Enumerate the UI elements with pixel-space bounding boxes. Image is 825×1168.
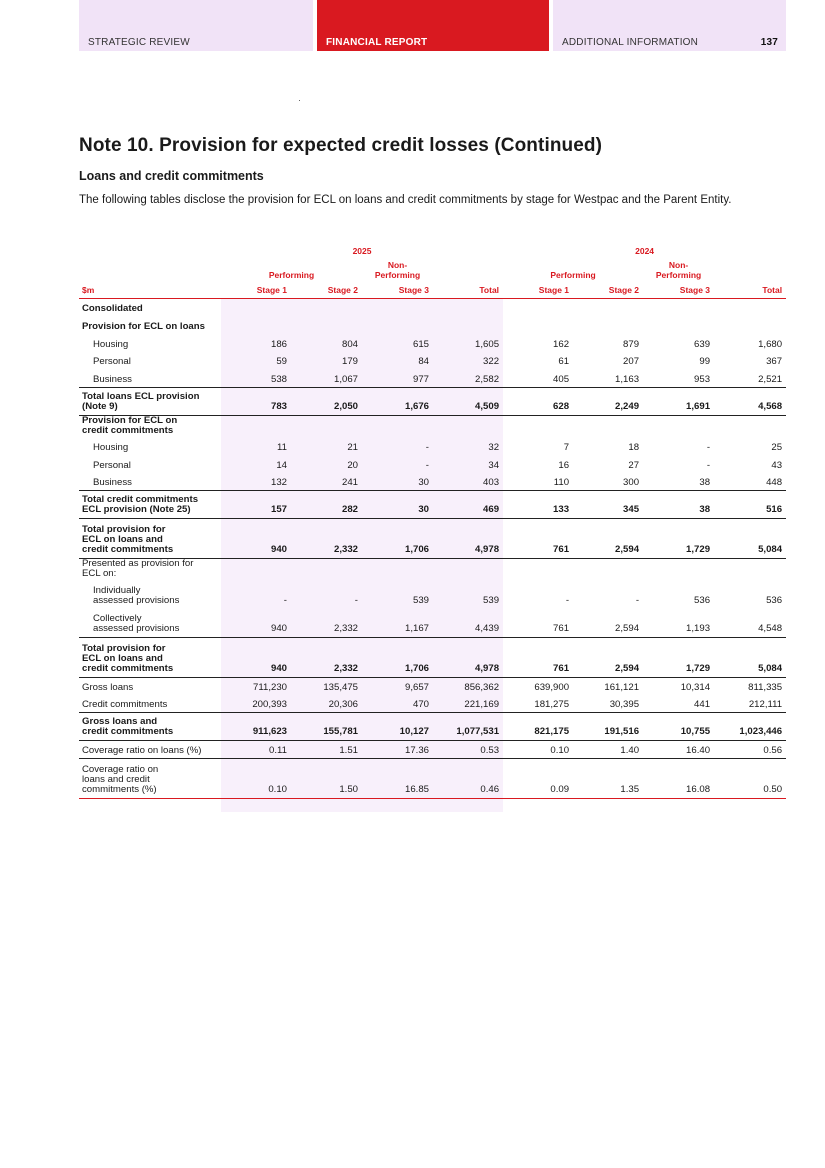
cell-value: 110 [553, 477, 570, 489]
cell-value: 1.35 [573, 758, 643, 798]
cell-value: 1,706 [362, 519, 433, 559]
cell-value: 99 [699, 356, 711, 368]
cell-value: 977 [412, 373, 429, 385]
cell-value: 84 [418, 356, 429, 368]
cell-value: 811,335 [714, 677, 786, 695]
cell-value: 30,395 [609, 699, 640, 710]
cell-value: 470 [412, 699, 429, 710]
cell-value: 200,393 [252, 699, 287, 710]
cell-value: 1.40 [573, 741, 643, 759]
cell-value: 2,594 [573, 637, 643, 677]
cell-value: 1.50 [291, 758, 362, 798]
col-stage1-2024: Stage 1 [503, 280, 573, 298]
cell-value: 0.50 [714, 758, 786, 798]
cell-value: - [706, 442, 711, 454]
row-label: Gross loans [79, 677, 221, 695]
table-row [79, 677, 786, 695]
non-performing-2025: Non- Performing [374, 260, 421, 280]
ecl-table [79, 238, 786, 799]
cell-value: 367 [766, 356, 783, 368]
row-label: Gross loans and credit commitments [79, 713, 221, 741]
cell-value: 5,084 [714, 519, 786, 559]
col-stage3-2025: Stage 3 [362, 280, 433, 298]
col-stage2-2024: Stage 2 [573, 280, 643, 298]
cell-value: 615 [412, 338, 429, 350]
cell-value: 2,582 [475, 373, 500, 385]
row-label: Housing [93, 442, 129, 454]
cell-value: 536 [694, 595, 711, 607]
row-label: Individually assessed provisions [93, 585, 180, 607]
cell-value: 1,163 [615, 373, 640, 385]
cell-value: 18 [628, 442, 640, 454]
header-row-years [79, 238, 786, 256]
cell-value: 135,475 [291, 677, 362, 695]
cell-value: 20,306 [328, 699, 358, 710]
cell-value: 539 [483, 595, 500, 607]
cell-value: 155,781 [291, 713, 362, 741]
row-label: Collectively assessed provisions [93, 612, 180, 634]
row-label: Total provision for ECL on loans and credit commitments [79, 637, 221, 677]
cell-value: 14 [276, 459, 287, 471]
tab-strategic-review[interactable] [79, 0, 313, 51]
cell-value: 1,729 [643, 637, 714, 677]
cell-value: 16.85 [362, 758, 433, 798]
cell-value: - [425, 459, 429, 471]
table-row [79, 741, 786, 759]
table-row [79, 438, 786, 456]
cell-value: 761 [503, 637, 573, 677]
table-row [79, 352, 786, 370]
cell-value: 911,623 [221, 713, 291, 741]
cell-value: 1,167 [404, 622, 429, 634]
section-provision-commitments [79, 415, 786, 438]
cell-value: 628 [503, 387, 573, 415]
cell-value: 10,314 [643, 677, 714, 695]
year-2025: 2025 [352, 246, 372, 256]
section-subtitle: Loans and credit commitments [79, 169, 264, 183]
cell-value: 61 [558, 356, 570, 368]
col-total-2025: Total [433, 280, 503, 298]
cell-value: 516 [714, 491, 786, 519]
year-2024: 2024 [635, 246, 655, 256]
cell-value: 30 [418, 477, 429, 489]
cell-value: 34 [488, 459, 500, 471]
cell-value: 2,249 [573, 387, 643, 415]
section-consolidated [79, 298, 786, 316]
cell-value: 16.40 [643, 741, 714, 759]
cell-value: 539 [412, 595, 429, 607]
table-row [79, 637, 786, 677]
cell-value: 1,691 [643, 387, 714, 415]
top-navigation [79, 0, 786, 51]
cell-value: 1,077,531 [433, 713, 503, 741]
cell-value: 4,978 [433, 637, 503, 677]
header-blank [433, 256, 503, 280]
cell-value: 20 [347, 459, 358, 471]
section-label: Presented as provision for ECL on: [79, 559, 786, 582]
header-blank [714, 256, 786, 280]
col-stage3-2024: Stage 3 [643, 280, 714, 298]
cell-value: 4,509 [433, 387, 503, 415]
cell-value: 7 [563, 442, 570, 454]
table-row [79, 334, 786, 352]
table-row [79, 369, 786, 387]
cell-value: 0.09 [503, 758, 573, 798]
tab-financial-report[interactable] [317, 0, 549, 51]
table-row [79, 455, 786, 473]
cell-value: 1,680 [758, 338, 783, 350]
cell-value: 1,023,446 [714, 713, 786, 741]
non-performing-2024: Non- Performing [655, 260, 702, 280]
cell-value: 0.46 [433, 758, 503, 798]
page-number: 137 [760, 37, 778, 48]
cell-value: 711,230 [221, 677, 291, 695]
tab-strategic-label: STRATEGIC REVIEW [88, 37, 190, 48]
cell-value: 30 [362, 491, 433, 519]
tab-additional-label: ADDITIONAL INFORMATION [562, 37, 699, 48]
cell-value: 2,521 [758, 373, 783, 385]
row-label: Credit commitments [82, 699, 168, 710]
cell-value: 162 [553, 338, 570, 350]
row-label: Personal [93, 356, 131, 368]
table-row [79, 695, 786, 713]
cell-value: 783 [221, 387, 291, 415]
row-label: Business [93, 477, 132, 489]
table-row [79, 473, 786, 491]
cell-value: 821,175 [503, 713, 573, 741]
cell-value: 345 [573, 491, 643, 519]
cell-value: 1,676 [362, 387, 433, 415]
col-stage1-2025: Stage 1 [221, 280, 291, 298]
cell-value: 10,755 [643, 713, 714, 741]
cell-value: 4,978 [433, 519, 503, 559]
header-row-groups [79, 256, 786, 280]
cell-value: 448 [766, 477, 783, 489]
cell-value: 17.36 [362, 741, 433, 759]
cell-value: 940 [221, 519, 291, 559]
cell-value: 38 [699, 477, 711, 489]
table-row [79, 758, 786, 798]
cell-value: - [706, 459, 711, 471]
cell-value: 879 [623, 338, 640, 350]
tab-financial-label: FINANCIAL REPORT [326, 37, 428, 48]
cell-value: 856,362 [433, 677, 503, 695]
cell-value: 1,193 [686, 622, 711, 634]
cell-value: 1.51 [291, 741, 362, 759]
cell-value: 132 [270, 477, 287, 489]
cell-value: 639,900 [503, 677, 573, 695]
row-label: Total provision for ECL on loans and credit commitments [79, 519, 221, 559]
cell-value: 403 [483, 477, 500, 489]
cell-value: 536 [766, 595, 783, 607]
cell-value: 212,111 [748, 699, 783, 710]
row-label: Total credit commitments ECL provision (Note 25) [79, 491, 221, 519]
cell-value: 186 [270, 338, 287, 350]
cell-value: 2,332 [291, 519, 362, 559]
cell-value: 1,605 [475, 338, 500, 350]
section-provision-loans [79, 316, 786, 334]
cell-value: 282 [291, 491, 362, 519]
cell-value: 538 [270, 373, 287, 385]
cell-value: 940 [221, 637, 291, 677]
table-row [79, 519, 786, 559]
cell-value: 221,169 [464, 699, 500, 710]
section-label: Provision for ECL on credit commitments [79, 415, 786, 438]
cell-value: 32 [488, 442, 500, 454]
cell-value: 2,332 [333, 622, 358, 634]
cell-value: 0.53 [433, 741, 503, 759]
cell-value: 27 [628, 459, 640, 471]
table-row [79, 713, 786, 741]
cell-value: 9,657 [362, 677, 433, 695]
table-row [79, 387, 786, 415]
table-row [79, 491, 786, 519]
cell-value: - [635, 595, 640, 607]
cell-value: 0.11 [221, 741, 291, 759]
cell-value: 804 [341, 338, 358, 350]
cell-value: 0.56 [714, 741, 786, 759]
header-row-columns [79, 280, 786, 298]
cell-value: 38 [643, 491, 714, 519]
header-blank [79, 238, 221, 256]
cell-value: 161,121 [573, 677, 643, 695]
cell-value: - [354, 595, 358, 607]
cell-value: 241 [341, 477, 358, 489]
row-label: Housing [93, 338, 129, 350]
cell-value: 761 [553, 622, 570, 634]
cell-value: 322 [483, 356, 500, 368]
cell-value: 761 [503, 519, 573, 559]
performing-2024: Performing [550, 270, 596, 280]
section-label: Provision for ECL on loans [82, 321, 205, 332]
cell-value: - [425, 442, 429, 454]
cell-value: - [283, 595, 287, 607]
intro-paragraph: The following tables disclose the provision for ECL on loans and credit commitments by stage for Westpac and the Parent Entity. [79, 194, 732, 206]
cell-value: 5,084 [714, 637, 786, 677]
section-label: Consolidated [82, 303, 143, 314]
cell-value: 59 [276, 356, 287, 368]
cell-value: 16.08 [643, 758, 714, 798]
section-presented [79, 559, 786, 582]
cell-value: 4,548 [758, 622, 783, 634]
cell-value: 181,275 [534, 699, 570, 710]
row-label: Personal [93, 459, 131, 471]
cell-value: 21 [347, 442, 358, 454]
cell-value: 0.10 [221, 758, 291, 798]
cell-value: 191,516 [573, 713, 643, 741]
row-label: Coverage ratio on loans and credit commitments (%) [79, 758, 221, 798]
cell-value: 0.10 [503, 741, 573, 759]
cell-value: 1,706 [362, 637, 433, 677]
cell-value: 940 [270, 622, 287, 634]
cell-value: 25 [771, 442, 783, 454]
cell-value: - [565, 595, 570, 607]
cell-value: 43 [771, 459, 783, 471]
performing-2025: Performing [268, 270, 315, 280]
cell-value: 207 [623, 356, 640, 368]
cell-value: 2,594 [615, 622, 640, 634]
row-label: Coverage ratio on loans (%) [79, 741, 221, 759]
ecl-table-container [79, 238, 786, 799]
cell-value: 16 [558, 459, 570, 471]
cell-value: 953 [694, 373, 711, 385]
cell-value: 1,067 [333, 373, 358, 385]
cell-value: 639 [694, 338, 711, 350]
cell-value: 1,729 [643, 519, 714, 559]
cell-value: 2,050 [291, 387, 362, 415]
cell-value: 4,568 [714, 387, 786, 415]
table-row [79, 609, 786, 637]
col-stage2-2025: Stage 2 [291, 280, 362, 298]
row-label: Business [93, 373, 132, 385]
cell-value: 2,332 [291, 637, 362, 677]
page-title: Note 10. Provision for expected credit losses (Continued) [79, 135, 603, 156]
cell-value: 469 [433, 491, 503, 519]
cell-value: 10,127 [362, 713, 433, 741]
row-label: Total loans ECL provision (Note 9) [79, 387, 221, 415]
tab-additional-information[interactable] [553, 0, 786, 51]
cell-value: 11 [277, 442, 287, 454]
cell-value: 4,439 [475, 622, 500, 634]
cell-value: 179 [341, 356, 358, 368]
unit-label: $m [79, 280, 221, 298]
col-total-2024: Total [714, 280, 786, 298]
cell-value: 157 [221, 491, 291, 519]
cell-value: 300 [623, 477, 640, 489]
stray-mark [299, 100, 300, 101]
cell-value: 2,594 [573, 519, 643, 559]
cell-value: 405 [553, 373, 570, 385]
table-row [79, 581, 786, 609]
cell-value: 441 [694, 699, 711, 710]
cell-value: 133 [503, 491, 573, 519]
header-blank [79, 256, 221, 280]
